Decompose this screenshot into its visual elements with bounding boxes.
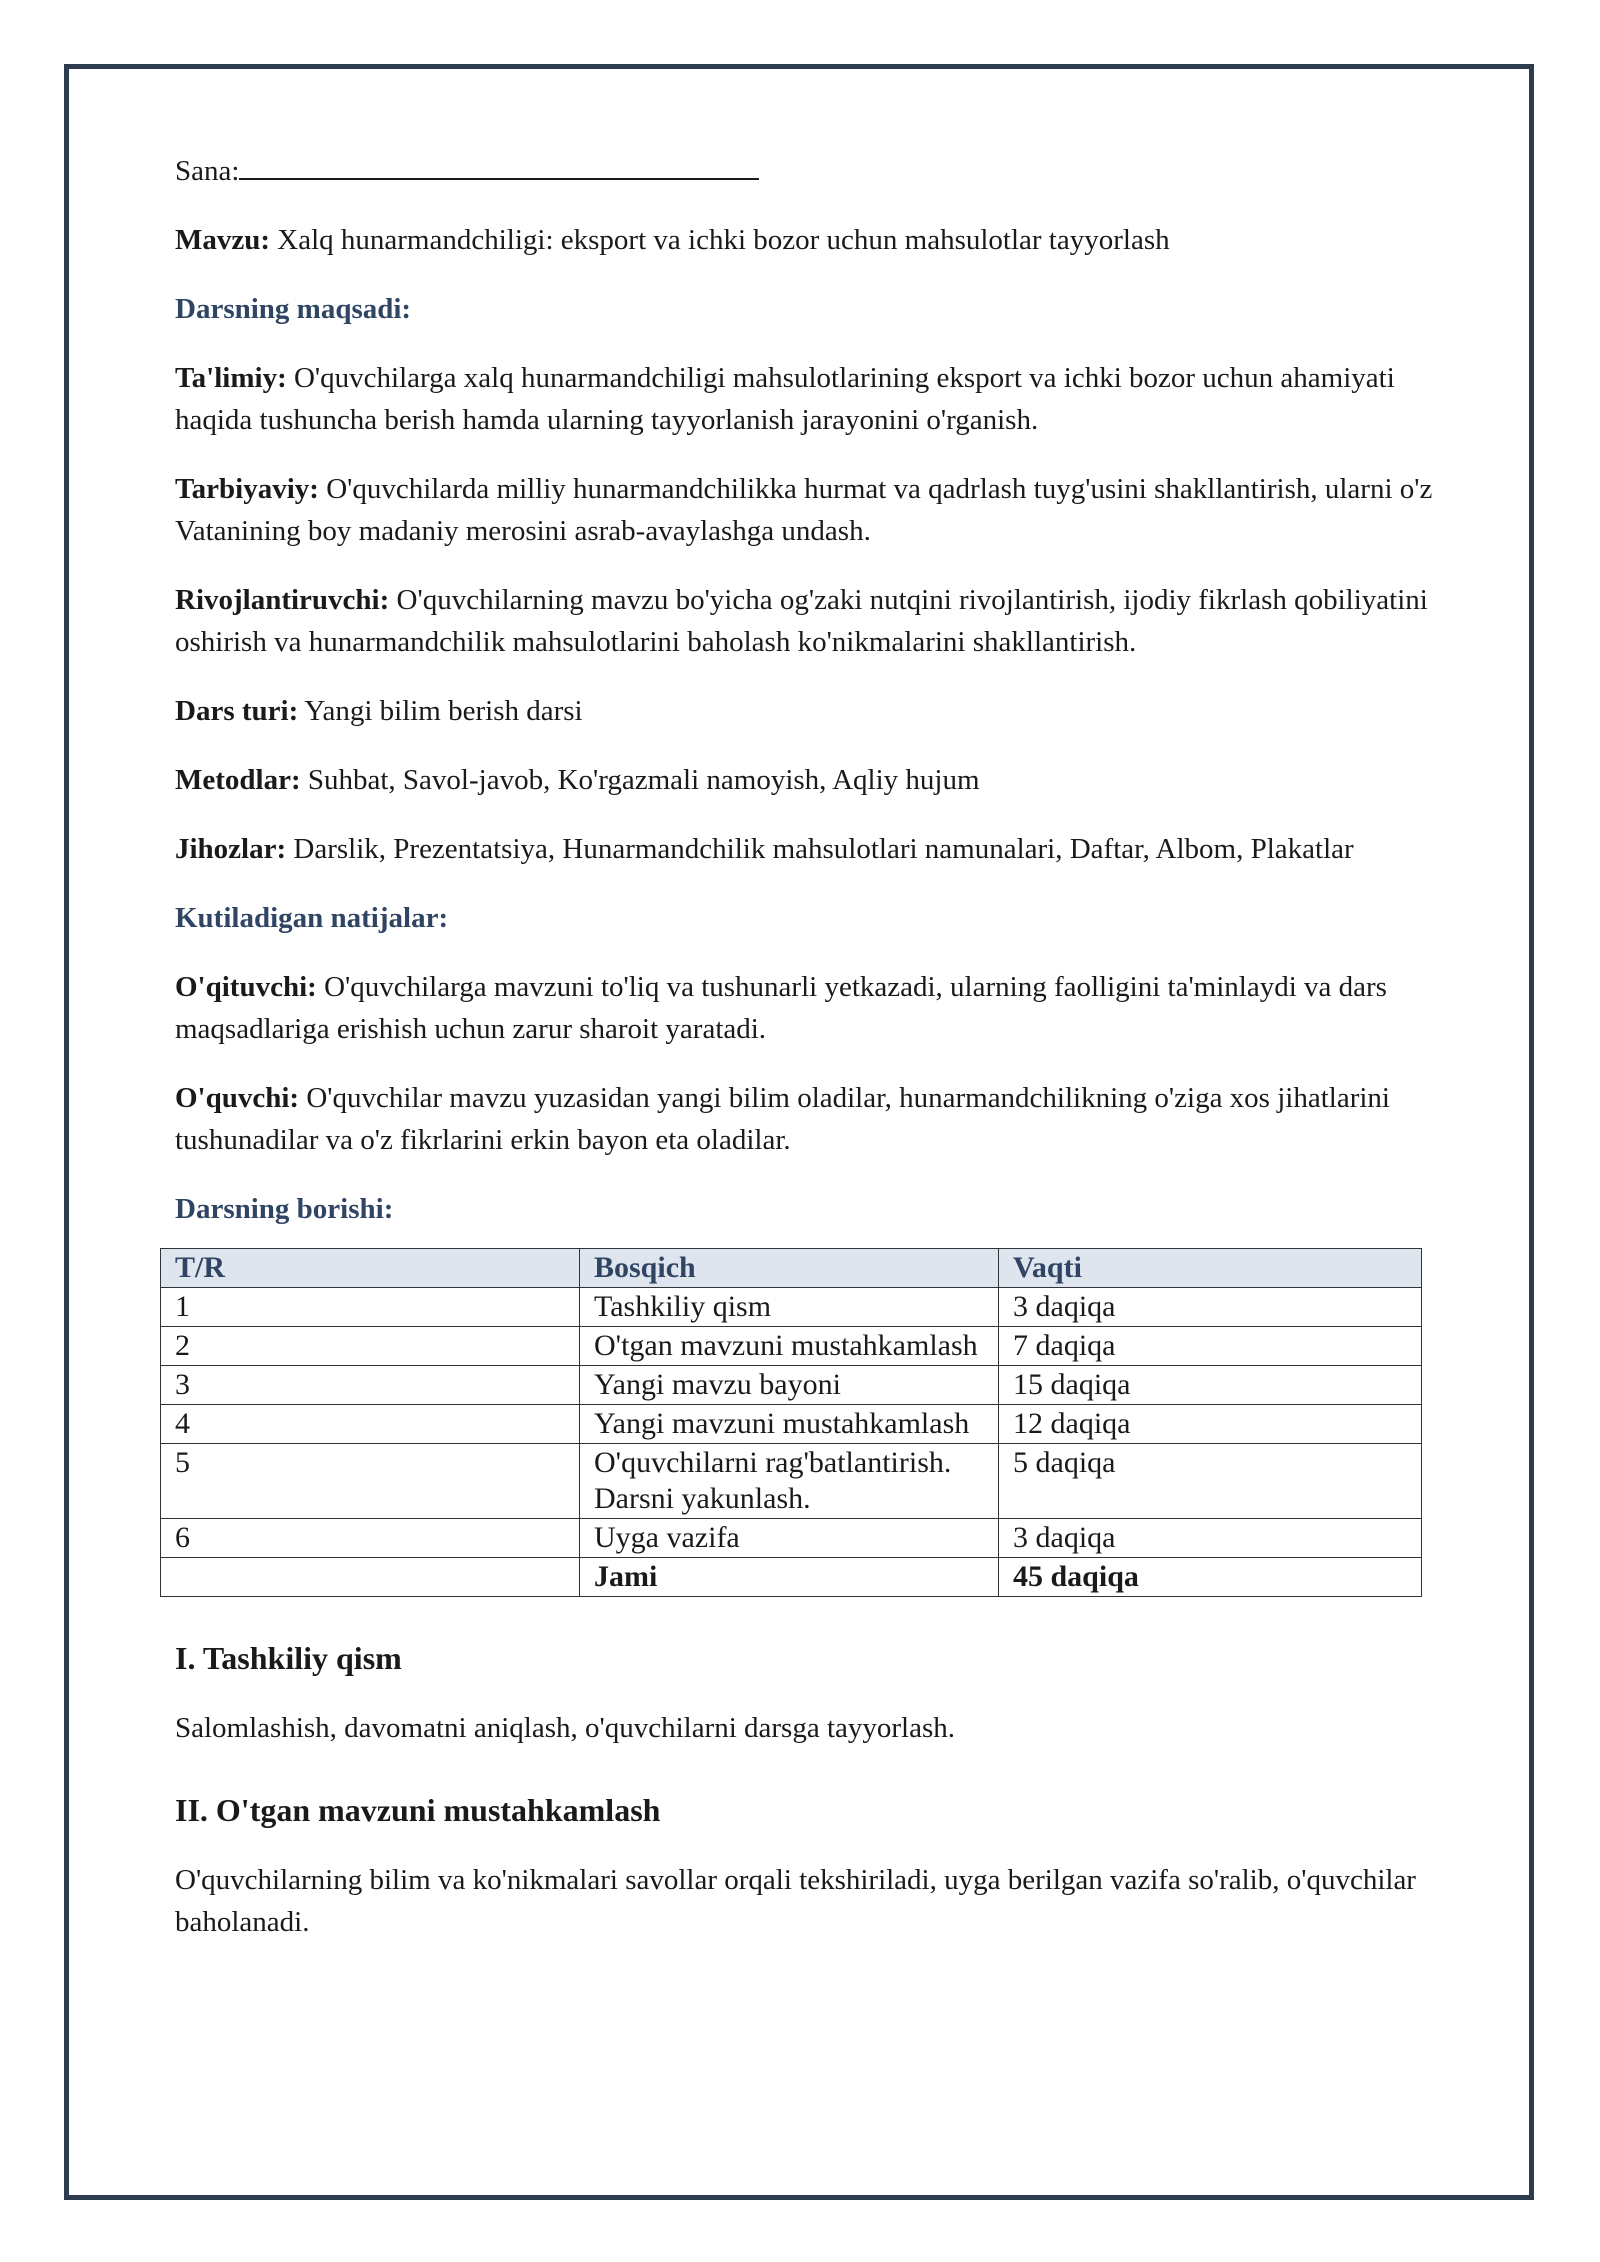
table-row	[161, 1366, 1422, 1405]
results-heading: Kutiladigan natijalar:	[175, 902, 449, 934]
goal-label: Ta'limiy:	[175, 362, 287, 394]
goal-label: Tarbiyaviy:	[175, 473, 319, 505]
lesson-plan	[175, 148, 1445, 1970]
table-cell: O'quvchilarni rag'batlantirish. Darsni yakunlash.	[580, 1444, 999, 1519]
table-cell: 3 daqiqa	[999, 1519, 1422, 1558]
table-cell: 1	[161, 1288, 580, 1327]
equipment-label: Jihozlar:	[175, 833, 287, 865]
result-text: O'quvchilar mavzu yuzasidan yangi bilim oladilar, hunarmandchilikning o'ziga xos jihatlarini tushunadilar va o'z fikrlarini erkin bayon eta oladilar.	[175, 1082, 1390, 1156]
table-cell: 2	[161, 1327, 580, 1366]
equipment	[175, 828, 1445, 870]
result-label: O'qituvchi:	[175, 971, 317, 1003]
goal-text: O'quvchilarda milliy hunarmandchilikka hurmat va qadrlash tuyg'usini shakllantirish, ularni o'z Vatanining boy madaniy merosini asrab-avaylashga undash.	[175, 473, 1433, 547]
table-row	[161, 1519, 1422, 1558]
methods-text: Suhbat, Savol-javob, Ko'rgazmali namoyish, Aqliy hujum	[307, 764, 980, 796]
methods	[175, 759, 1445, 801]
result-label: O'quvchi:	[175, 1082, 300, 1114]
table-row	[161, 1444, 1422, 1519]
table-cell: Yangi mavzu bayoni	[580, 1366, 999, 1405]
result-text: O'quvchilarga mavzuni to'liq va tushunarli yetkazadi, ularning faolligini ta'minlaydi va dars maqsadlariga erishish uchun zarur sharoit yaratadi.	[175, 971, 1387, 1045]
progress-heading: Darsning borishi:	[175, 1193, 394, 1225]
table-row	[161, 1405, 1422, 1444]
table-cell: 12 daqiqa	[999, 1405, 1422, 1444]
topic	[175, 219, 1445, 261]
table-cell: Tashkiliy qism	[580, 1288, 999, 1327]
header-cell: Bosqich	[580, 1249, 999, 1288]
goal-text: O'quvchilarning mavzu bo'yicha og'zaki nutqini rivojlantirish, ijodiy fikrlash qobiliyatini oshirish va hunarmandchilik mahsulotlarini baholash ko'nikmalarini shakllantirish.	[175, 584, 1428, 658]
result-teacher	[175, 966, 1445, 1050]
topic-text: Xalq hunarmandchiligi: eksport va ichki bozor uchun mahsulotlar tayyorlash	[277, 224, 1170, 256]
table-cell: 6	[161, 1519, 580, 1558]
table-cell: 3	[161, 1366, 580, 1405]
goals-heading: Darsning maqsadi:	[175, 293, 412, 325]
methods-label: Metodlar:	[175, 764, 301, 796]
lesson-type-label: Dars turi:	[175, 695, 299, 727]
equipment-text: Darslik, Prezentatsiya, Hunarmandchilik mahsulotlari namunalari, Daftar, Albom, Plakatlar	[293, 833, 1354, 865]
date-blank	[239, 148, 759, 180]
lesson-type-text: Yangi bilim berish darsi	[304, 695, 583, 727]
lesson-progress-table	[160, 1248, 1422, 1597]
table-cell: 4	[161, 1405, 580, 1444]
header-cell: T/R	[161, 1249, 580, 1288]
table-cell: 7 daqiqa	[999, 1327, 1422, 1366]
goal-upbringing	[175, 468, 1445, 552]
total-value: 45 daqiqa	[999, 1558, 1422, 1597]
total-label: Jami	[580, 1558, 999, 1597]
section-title: I. Tashkiliy qism	[175, 1640, 402, 1676]
table-cell: 15 daqiqa	[999, 1366, 1422, 1405]
goal-label: Rivojlantiruvchi:	[175, 584, 390, 616]
table-total-row	[161, 1558, 1422, 1597]
table-cell: Uyga vazifa	[580, 1519, 999, 1558]
table-cell: 5 daqiqa	[999, 1444, 1422, 1519]
goal-developmental	[175, 579, 1445, 663]
section-title: II. O'tgan mavzuni mustahkamlash	[175, 1792, 661, 1828]
table-cell: Yangi mavzuni mustahkamlash	[580, 1405, 999, 1444]
result-student	[175, 1077, 1445, 1161]
table-cell	[161, 1558, 580, 1597]
table-row	[161, 1327, 1422, 1366]
date-label: Sana:	[175, 155, 240, 187]
table-row	[161, 1288, 1422, 1327]
date-line	[175, 148, 1445, 192]
goal-text: O'quvchilarga xalq hunarmandchiligi mahsulotlarining eksport va ichki bozor uchun ahamiyati haqida tushuncha berish hamda ularning tayyorlanish jarayonini o'rganish.	[175, 362, 1395, 436]
topic-label: Mavzu:	[175, 224, 271, 256]
table-cell: 3 daqiqa	[999, 1288, 1422, 1327]
goal-educational	[175, 357, 1445, 441]
lesson-type	[175, 690, 1445, 732]
table-cell: 5	[161, 1444, 580, 1519]
table-header-row	[161, 1249, 1422, 1288]
header-cell: Vaqti	[999, 1249, 1422, 1288]
section-text: Salomlashish, davomatni aniqlash, o'quvchilarni darsga tayyorlash.	[175, 1712, 956, 1744]
section-text: O'quvchilarning bilim va ko'nikmalari savollar orqali tekshiriladi, uyga berilgan vazifa so'ralib, o'quvchilar baholanadi.	[175, 1864, 1416, 1938]
table-cell: O'tgan mavzuni mustahkamlash	[580, 1327, 999, 1366]
